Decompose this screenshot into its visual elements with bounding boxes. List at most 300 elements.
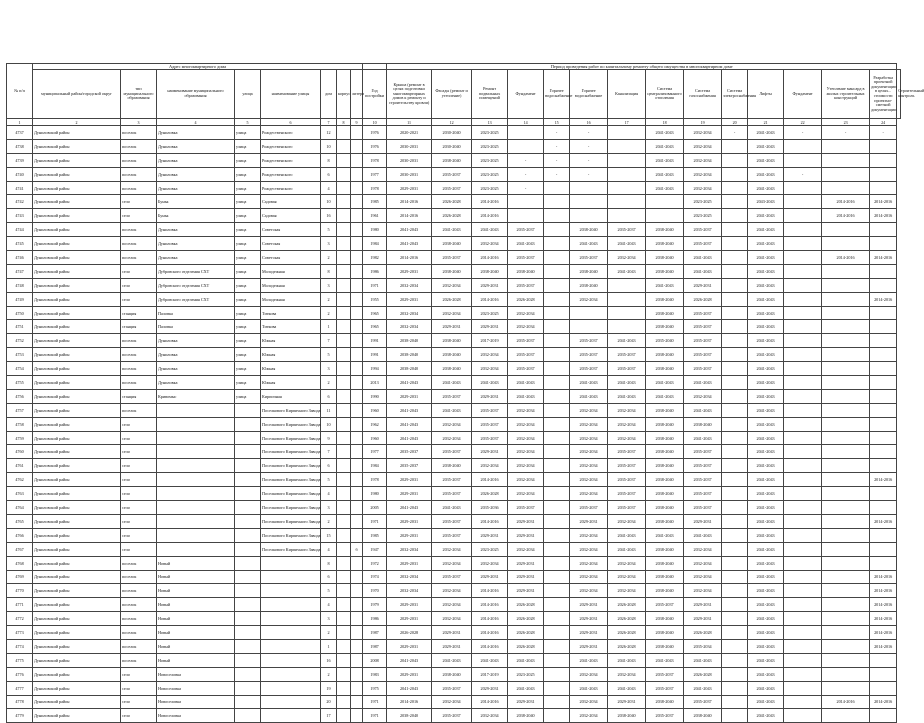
table-row [7,584,901,598]
table-cell: 2032-2034 [570,667,608,681]
table-cell: 1980 [363,487,387,501]
table-cell: 2041-2043 [748,431,784,445]
table-cell [608,292,646,306]
table-cell [157,445,235,459]
table-cell: Рождественского [261,167,321,181]
table-cell: 2038-2040 [646,639,684,653]
table-cell: 2041-2043 [748,626,784,640]
table-cell: 4750 [7,306,33,320]
table-cell: 2038-2040 [387,362,432,376]
table-cell [351,292,363,306]
table-cell [822,542,870,556]
table-cell [784,403,822,417]
col-facade-header: Фасады (ремонт и утепление) [432,70,472,119]
table-cell: 2029-2031 [387,667,432,681]
table-cell: 2014-2016 [387,251,432,265]
table-cell: улица [235,278,261,292]
table-cell [822,612,870,626]
table-row [7,445,901,459]
table-cell: 2041-2043 [646,181,684,195]
table-cell: 5 [321,348,337,362]
table-cell [722,542,748,556]
table-cell [822,389,870,403]
table-cell: 2041-2043 [748,417,784,431]
table-cell [722,139,748,153]
col-street-type-header: улица [235,70,261,119]
table-cell [544,612,570,626]
table-cell: 2029-2031 [508,514,544,528]
table-cell: 2030-2031 [387,153,432,167]
table-row [7,626,901,640]
table-cell: Дуниловский район [33,487,121,501]
table-cell [822,362,870,376]
table-cell: Дуниловка [157,181,235,195]
table-row [7,251,901,265]
table-cell: 2032-2034 [608,556,646,570]
table-cell: 2038-2040 [646,501,684,515]
table-cell: 2041-2043 [646,139,684,153]
table-cell [261,556,321,570]
table-cell: 2041-2043 [748,209,784,223]
table-cell: улица [235,195,261,209]
table-cell: 2032-2034 [472,556,508,570]
table-cell [351,209,363,223]
table-cell [722,528,748,542]
table-cell: 3 [321,278,337,292]
table-cell: 1977 [363,167,387,181]
table-cell: 2029-2031 [472,278,508,292]
table-cell: улица [235,334,261,348]
column-number-cell: 14 [508,119,544,126]
table-row [7,598,901,612]
table-cell: 2014-2016 [870,626,897,640]
table-cell: 4759 [7,431,33,445]
table-cell: 2026-2028 [684,292,722,306]
table-cell [337,570,351,584]
col-sewer-header: Канализация [608,70,646,119]
table-cell: 2038-2040 [432,667,472,681]
table-cell [544,584,570,598]
table-cell [337,487,351,501]
table-cell: Советская [261,223,321,237]
table-cell: 16 [321,209,337,223]
table-cell: 2032-2034 [570,556,608,570]
table-cell: 2035-2037 [608,473,646,487]
table-cell [337,542,351,556]
table-cell: 2014-2016 [870,473,897,487]
table-cell: 2026-2028 [684,626,722,640]
table-cell: Новый [157,612,235,626]
table-cell: Дуниловка [157,251,235,265]
table-cell: 2032-2034 [472,237,508,251]
table-cell [544,237,570,251]
table-cell: 2032-2034 [684,556,722,570]
table-cell: 2035-2037 [570,362,608,376]
column-number-cell: 17 [608,119,646,126]
table-cell: 2041-2043 [608,542,646,556]
table-cell [351,334,363,348]
table-cell: Дуниловский район [33,570,121,584]
table-cell [870,403,897,417]
table-cell: 2032-2034 [684,153,722,167]
table-cell [544,709,570,723]
table-cell [784,139,822,153]
table-cell: 2032-2034 [570,528,608,542]
table-cell: Дуниловский район [33,667,121,681]
table-cell: 2038-2040 [570,264,608,278]
table-cell [722,709,748,723]
table-cell [722,445,748,459]
table-cell [351,556,363,570]
table-cell: Поселкового Кирпичного Завода [261,431,321,445]
table-cell: 2032-2034 [508,473,544,487]
table-cell [337,431,351,445]
table-cell [351,320,363,334]
table-cell: 2029-2031 [432,320,472,334]
table-cell [870,278,897,292]
table-cell [870,556,897,570]
table-cell: 2035-2037 [472,431,508,445]
table-cell [337,181,351,195]
table-cell [508,195,544,209]
table-cell: Дуниловский район [33,209,121,223]
table-cell: Дуниловский район [33,514,121,528]
table-cell: Южная [261,334,321,348]
table-cell: 2032-2034 [387,542,432,556]
table-cell: 2038-2040 [570,278,608,292]
table-cell: 2035-2037 [608,223,646,237]
table-cell: село [121,487,157,501]
table-cell: улица [235,389,261,403]
table-cell: 2032-2034 [432,542,472,556]
table-cell [337,251,351,265]
table-cell: 2023-2025 [472,139,508,153]
table-cell [822,292,870,306]
table-cell: 2026-2028 [684,667,722,681]
table-cell: - [508,167,544,181]
table-cell: 2035-2037 [608,487,646,501]
table-cell: поселок [121,612,157,626]
table-cell: село [121,445,157,459]
table-cell [544,320,570,334]
table-cell: 2035-2037 [684,223,722,237]
table-cell: 2032-2034 [684,570,722,584]
table-cell: 2029-2031 [570,639,608,653]
table-cell: 2041-2043 [608,681,646,695]
table-cell: 2038-2040 [432,153,472,167]
table-cell: 2029-2031 [684,598,722,612]
table-cell: поселок [121,598,157,612]
table-cell [351,667,363,681]
table-cell: Кривомыс [157,389,235,403]
table-cell: Дуниловский район [33,292,121,306]
table-cell: 2041-2043 [748,181,784,195]
table-cell: - [822,126,870,140]
table-cell: 2035-2037 [508,223,544,237]
table-cell [157,487,235,501]
table-cell: 1974 [363,570,387,584]
table-cell: село [121,695,157,709]
table-cell: Дуниловский район [33,584,121,598]
table-cell [351,389,363,403]
table-cell [544,681,570,695]
table-cell [351,251,363,265]
table-cell: Поселкового Кирпичного Завода [261,459,321,473]
table-cell [544,348,570,362]
table-cell [722,584,748,598]
table-cell: 1994 [363,362,387,376]
table-cell: - [544,126,570,140]
column-number-cell: 9 [351,119,363,126]
periods-group-header: Период проведения работ по капитальному ремонту общего имущества в многоквартирном доме [387,64,897,70]
table-cell: 1976 [363,126,387,140]
table-cell: Дуниловка [157,139,235,153]
table-cell: 1972 [363,556,387,570]
table-cell: Новоселовка [157,709,235,723]
table-cell: 2035-2037 [684,237,722,251]
table-cell: станция [121,320,157,334]
table-cell: 4765 [7,514,33,528]
table-cell: улица [235,251,261,265]
table-cell: поселок [121,348,157,362]
table-cell [235,584,261,598]
table-cell: 2013 [363,376,387,390]
table-cell: 4 [321,542,337,556]
table-cell: 4760 [7,445,33,459]
table-cell: 2041-2043 [608,528,646,542]
table-cell [337,320,351,334]
column-number-cell: 2 [33,119,121,126]
table-cell: б [351,542,363,556]
col-lifts-header: Лифты [748,70,784,119]
table-cell [870,376,897,390]
table-cell [784,639,822,653]
table-cell [784,278,822,292]
table-cell [784,153,822,167]
table-cell: Дуниловка [157,167,235,181]
table-cell [337,584,351,598]
table-cell [508,209,544,223]
table-cell: Дуниловский район [33,709,121,723]
table-cell: - [570,153,608,167]
table-cell: 2038-2040 [387,348,432,362]
table-cell [722,431,748,445]
table-cell: Рождественского [261,153,321,167]
table-cell [722,695,748,709]
table-cell: Молодежная [261,292,321,306]
table-cell: 2041-2043 [748,584,784,598]
table-cell [157,403,235,417]
table-cell: 2035-2037 [570,334,608,348]
table-cell [822,459,870,473]
column-number-cell: 24 [870,119,897,126]
table-cell: 2038-2040 [646,417,684,431]
column-number-cell: 18 [646,119,684,126]
table-cell [351,695,363,709]
table-row [7,528,901,542]
table-cell: 6 [321,459,337,473]
table-cell [351,487,363,501]
table-cell: 2035-2037 [387,459,432,473]
table-cell: 2014-2016 [472,292,508,306]
table-cell: 2038-2040 [508,264,544,278]
table-cell: Дуниловский район [33,445,121,459]
table-cell: 2041-2043 [387,376,432,390]
table-body [7,126,901,723]
table-cell: 2035-2037 [432,181,472,195]
table-cell: Поселкового Кирпичного Завода [261,501,321,515]
table-cell: 12 [321,126,337,140]
table-cell [157,514,235,528]
table-cell: 4739 [7,153,33,167]
table-cell: 2017-2019 [472,667,508,681]
table-cell: 2041-2043 [387,417,432,431]
table-cell: 2038-2040 [432,362,472,376]
table-cell: 2029-2031 [570,514,608,528]
table-cell [822,376,870,390]
table-cell [870,320,897,334]
table-cell [235,417,261,431]
table-cell: 2035-2037 [608,362,646,376]
table-cell: Дуниловский район [33,306,121,320]
table-cell [822,584,870,598]
table-cell: 2035-2037 [570,348,608,362]
table-cell: 2041-2043 [748,320,784,334]
table-cell: - [544,153,570,167]
table-cell: 2014-2016 [822,209,870,223]
table-cell [544,487,570,501]
table-cell: 2 [321,626,337,640]
table-cell [784,556,822,570]
table-cell: - [784,167,822,181]
table-cell [822,598,870,612]
table-cell: 2035-2037 [432,389,472,403]
table-cell: 2035-2037 [684,695,722,709]
table-cell: село [121,459,157,473]
table-cell [351,598,363,612]
table-cell: 2032-2034 [570,709,608,723]
table-cell: село [121,681,157,695]
table-cell: 2029-2031 [472,320,508,334]
table-cell: 2023-2025 [472,306,508,320]
table-cell [157,528,235,542]
table-cell [337,695,351,709]
table-cell: 2038-2040 [646,473,684,487]
table-row [7,709,901,723]
table-cell [235,445,261,459]
table-cell [722,570,748,584]
table-cell: 2041-2043 [432,223,472,237]
table-cell [784,445,822,459]
table-cell: улица [235,153,261,167]
table-cell [822,556,870,570]
table-cell: 2041-2043 [608,389,646,403]
table-cell [870,223,897,237]
table-cell: Дуниловский район [33,320,121,334]
table-cell: 2014-2016 [822,251,870,265]
table-cell: Дуниловский район [33,126,121,140]
table-cell: 3 [321,237,337,251]
table-cell: 2029-2031 [472,389,508,403]
table-cell [784,695,822,709]
table-cell [646,195,684,209]
table-cell [722,348,748,362]
table-cell: - [570,139,608,153]
table-cell: Садовая [261,209,321,223]
table-cell [784,626,822,640]
table-cell: Дуниловский район [33,139,121,153]
table-cell: 1978 [363,473,387,487]
table-cell: 1984 [363,459,387,473]
table-cell: Буньк [157,209,235,223]
table-cell: 2029-2031 [387,181,432,195]
table-cell [784,264,822,278]
table-cell: 2035-2037 [432,251,472,265]
table-cell [337,278,351,292]
table-cell [822,514,870,528]
table-cell: 2014-2016 [822,695,870,709]
table-cell: 4743 [7,209,33,223]
table-cell [608,209,646,223]
table-cell [784,348,822,362]
table-cell [261,653,321,667]
table-row [7,209,901,223]
table-cell [337,126,351,140]
table-cell: 11 [321,403,337,417]
table-cell [784,542,822,556]
table-cell: 1986 [363,264,387,278]
column-number-cell: 20 [722,119,748,126]
table-cell: 1960 [363,431,387,445]
table-cell: 2026-2028 [508,639,544,653]
table-cell [822,570,870,584]
table-cell: 2038-2040 [646,514,684,528]
table-cell: 2023-2025 [472,167,508,181]
table-cell [646,209,684,223]
table-cell [784,501,822,515]
table-cell [337,626,351,640]
table-cell: Садовая [261,195,321,209]
table-cell [508,139,544,153]
table-cell: 2038-2040 [684,709,722,723]
table-cell: 4749 [7,292,33,306]
table-cell: 2041-2043 [508,237,544,251]
table-cell [822,348,870,362]
table-cell: Новоселовка [157,667,235,681]
table-cell: 2041-2043 [748,473,784,487]
col-roof-header: Крыша (ремонт в целях подготовки многоквартирных домов к ремонту и строительству кровли) [387,70,432,119]
table-cell: 1971 [363,278,387,292]
table-cell: 4755 [7,376,33,390]
column-number-cell: 16 [570,119,608,126]
table-cell [570,181,608,195]
table-cell [235,431,261,445]
table-cell [870,417,897,431]
table-cell: 2029-2031 [570,626,608,640]
table-cell: 2041-2043 [387,501,432,515]
table-cell: 2026-2028 [608,626,646,640]
table-cell [235,667,261,681]
table-cell [544,528,570,542]
table-cell: 16 [321,653,337,667]
table-cell [784,362,822,376]
table-cell: 2026-2028 [432,209,472,223]
table-cell: 2026-2028 [387,626,432,640]
table-cell: 2032-2034 [608,667,646,681]
table-cell [722,153,748,167]
table-cell: 2041-2043 [646,389,684,403]
table-cell: село [121,542,157,556]
